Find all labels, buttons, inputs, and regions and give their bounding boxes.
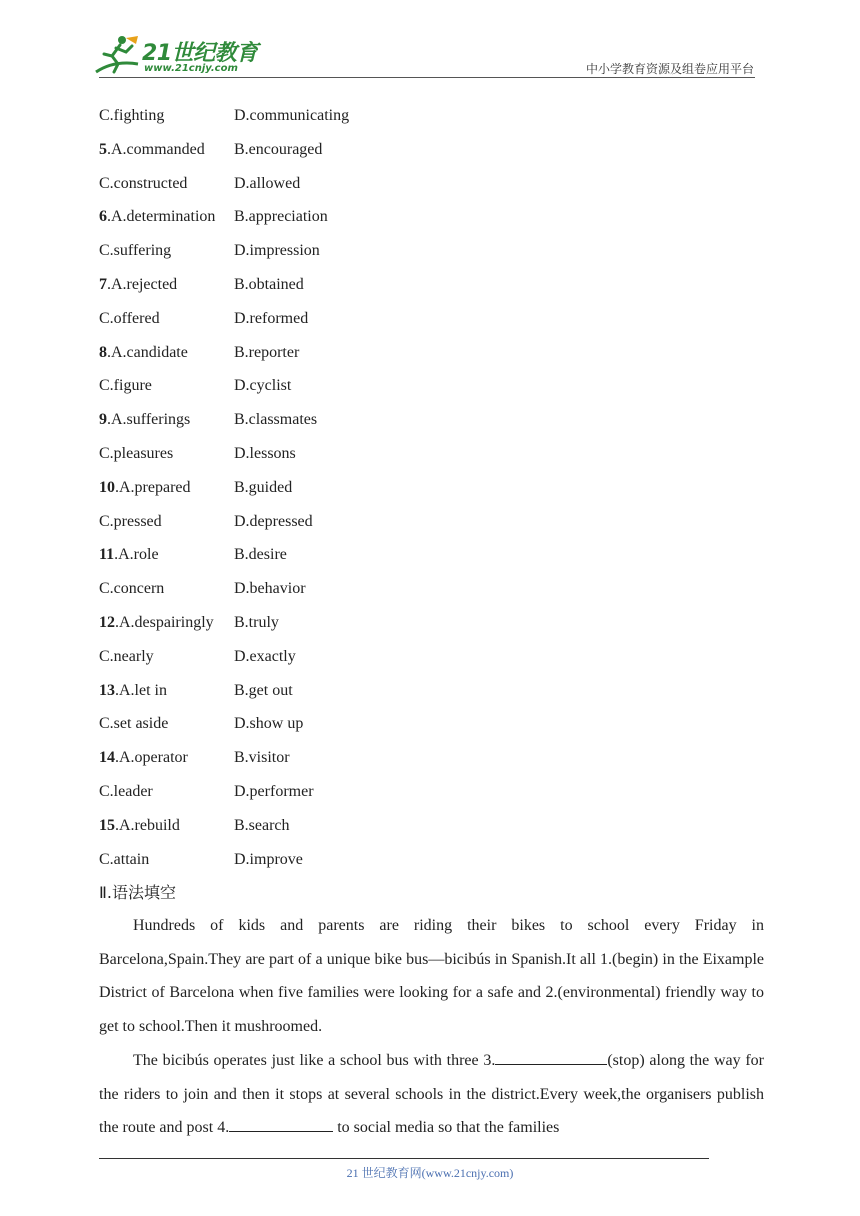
footer-divider (99, 1158, 709, 1159)
passage-paragraph-2 (99, 1044, 764, 1145)
option-row (99, 437, 699, 471)
option-left (99, 843, 149, 877)
option-right: B.visitor (234, 749, 290, 767)
question-number: 11 (99, 546, 115, 564)
option-left-text: C.concern (99, 580, 165, 598)
option-left-text: C.nearly (99, 647, 154, 665)
question-number: 12 (99, 614, 115, 631)
question-number: 6 (99, 208, 107, 226)
option-left (99, 674, 167, 708)
option-left-text: C.suffering (99, 242, 172, 260)
option-left-text: C.constructed (99, 174, 188, 192)
option-left (99, 809, 180, 843)
logo-url: www.21cnjy.com (144, 63, 238, 74)
site-logo (94, 34, 264, 78)
option-row (99, 707, 699, 741)
option-row (99, 133, 699, 167)
option-right: B.truly (234, 614, 279, 631)
option-right: B.search (234, 816, 290, 834)
option-left (99, 200, 215, 234)
option-left-text: .A.let in (115, 681, 167, 699)
option-right: D.improve (234, 850, 303, 868)
question-number: 5 (99, 140, 107, 158)
option-row (99, 741, 699, 775)
option-right: D.allowed (234, 174, 301, 192)
paragraph-2-start: The bicibús operates just like a school bus with three 3. (133, 1052, 496, 1069)
option-right: D.lessons (234, 445, 296, 462)
option-left-text: C.pleasures (99, 445, 174, 462)
option-right: D.cyclist (234, 377, 292, 395)
option-row (99, 369, 699, 403)
option-right: D.impression (234, 242, 320, 260)
option-left-text: C.attain (99, 850, 150, 868)
option-left-text: C.leader (99, 783, 153, 800)
option-left-text: .A.rejected (107, 276, 178, 293)
option-left (99, 133, 205, 167)
option-right: D.depressed (234, 512, 313, 530)
option-left (99, 268, 177, 302)
option-left (99, 538, 159, 572)
option-row (99, 809, 699, 843)
option-left (99, 99, 164, 133)
option-row (99, 843, 699, 877)
option-left (99, 234, 171, 268)
option-row (99, 572, 699, 606)
option-right: B.guided (234, 478, 293, 496)
option-left (99, 369, 152, 403)
answer-blank-3[interactable] (495, 1050, 607, 1065)
option-left-text: .A.role (114, 546, 159, 564)
option-left (99, 707, 168, 741)
option-row (99, 99, 699, 133)
option-left (99, 606, 214, 640)
question-number: 13 (99, 681, 115, 699)
question-number: 8 (99, 343, 107, 361)
option-right: B.encouraged (234, 140, 323, 158)
option-right: D.show up (234, 715, 304, 733)
option-left-text: .A.despairingly (115, 614, 214, 631)
paragraph-2-end: to social media so that the families (333, 1119, 560, 1137)
option-row (99, 167, 699, 201)
option-right: B.desire (234, 546, 287, 564)
option-row (99, 538, 699, 572)
option-row (99, 606, 699, 640)
option-row (99, 336, 699, 370)
passage-paragraph-1: Hundreds of kids and parents are riding their bikes to school every Friday in Barcelona,Spain.They are part of a unique bike bus—bicibús in Spanish.It all 1.(begin) in the Eixample District of Barcelona when five families were looking for a safe and 2.(environmental) friendly way to get to school.Then it mushroomed. (99, 917, 764, 1036)
option-row (99, 234, 699, 268)
runner-logo-icon (94, 34, 142, 76)
option-left (99, 741, 188, 775)
option-left-text: .A.rebuild (115, 816, 180, 834)
option-left (99, 775, 153, 809)
option-row (99, 674, 699, 708)
question-number: 10 (99, 478, 115, 496)
option-left-text: .A.sufferings (107, 411, 191, 429)
option-left-text: .A.operator (115, 749, 188, 767)
option-row (99, 471, 699, 505)
option-left-text: .A.prepared (115, 478, 191, 496)
section-title: Ⅱ.语法填空 (99, 883, 176, 902)
option-row (99, 268, 699, 302)
option-right: B.appreciation (234, 208, 328, 226)
option-row (99, 200, 699, 234)
option-row (99, 505, 699, 539)
option-row (99, 775, 699, 809)
option-row (99, 403, 699, 437)
option-left-text: .A.determination (107, 208, 216, 226)
option-left (99, 302, 160, 336)
option-right: D.exactly (234, 647, 296, 665)
option-left-text: C.fighting (99, 107, 165, 124)
option-left-text: C.pressed (99, 512, 162, 530)
option-left (99, 471, 191, 505)
option-right: D.reformed (234, 309, 309, 327)
question-number: 14 (99, 749, 115, 767)
footer-text: 21 世纪教育网(www.21cnjy.com) (346, 1166, 514, 1180)
header-platform-text: 中小学教育资源及组卷应用平台 (585, 62, 754, 76)
option-left-text: .A.commanded (107, 140, 205, 158)
header-divider (99, 77, 755, 78)
answer-blank-4[interactable] (229, 1117, 333, 1132)
option-left (99, 437, 173, 471)
page-header (0, 0, 860, 80)
option-left (99, 336, 188, 370)
option-right: B.classmates (234, 411, 318, 429)
logo-text: 21世纪教育 (142, 41, 258, 66)
option-row (99, 302, 699, 336)
option-left (99, 505, 162, 539)
paragraph-2-middle: (stop) along the way for the riders to join and then it stops at several schools in the district.Every week,the organisers publish the route and post 4. (99, 1052, 765, 1137)
option-right: D.behavior (234, 580, 306, 598)
option-left-text: .A.candidate (107, 343, 188, 361)
option-left (99, 572, 164, 606)
option-right: D.communicating (234, 107, 350, 124)
option-left-text: C.offered (99, 309, 160, 327)
option-right: B.obtained (234, 276, 304, 293)
option-left-text: C.figure (99, 377, 152, 395)
option-left-text: C.set aside (99, 715, 169, 733)
question-number: 15 (99, 816, 115, 834)
option-left (99, 167, 187, 201)
option-row (99, 640, 699, 674)
question-number: 7 (99, 276, 107, 293)
option-right: B.get out (234, 681, 293, 699)
option-left (99, 640, 154, 674)
question-number: 9 (99, 411, 107, 429)
option-right: D.performer (234, 783, 314, 800)
option-right: B.reporter (234, 343, 300, 361)
option-left (99, 403, 190, 437)
